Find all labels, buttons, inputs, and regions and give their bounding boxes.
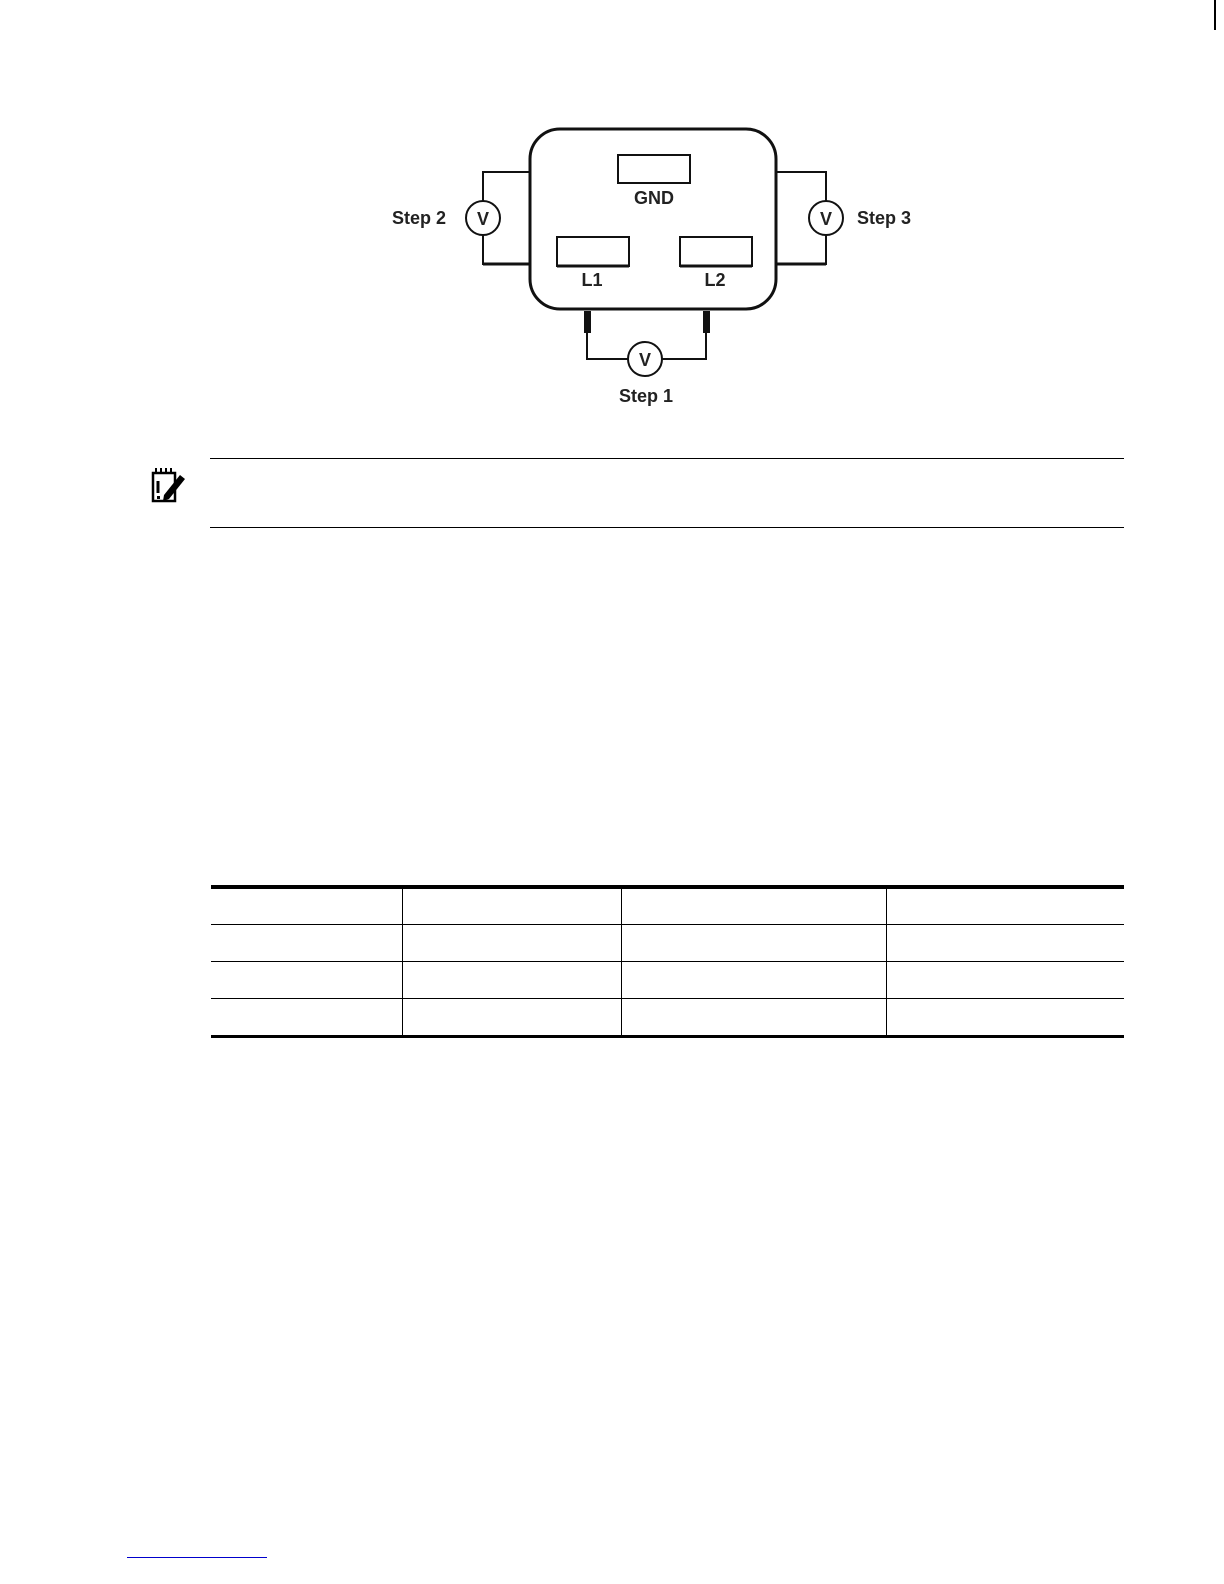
note-top-rule [210,458,1124,459]
svg-text:V: V [476,209,490,229]
table-cell [211,999,402,1037]
table-cell [886,999,1124,1037]
step2-voltmeter [466,172,530,264]
gnd-slot [618,155,690,183]
footer-link-underline[interactable] [127,1557,267,1558]
l1-label: L1 [581,270,603,290]
l2-slot [680,237,752,266]
table-cell [402,925,621,962]
table-row [211,962,1124,999]
outlet-voltage-diagram [380,118,940,418]
step3-voltmeter [776,172,843,264]
outlet-diagram-svg [380,118,940,418]
table-cell [402,962,621,999]
svg-text:V: V [819,209,833,229]
table-header-cell [211,887,402,925]
table-cell [886,962,1124,999]
l2-label: L2 [704,270,726,290]
note-bottom-rule [210,527,1124,528]
step1-label: Step 1 [618,386,674,406]
data-table [211,885,1124,1038]
table-cell [211,925,402,962]
table-cell [621,962,886,999]
table-cell [621,999,886,1037]
table-header-cell [621,887,886,925]
l1-slot [557,237,629,266]
table-cell [211,962,402,999]
table-header-cell [402,887,621,925]
table-header-row [211,887,1124,925]
table-cell [402,999,621,1037]
table-cell [621,925,886,962]
step1-voltmeter [584,311,710,376]
gnd-label: GND [634,188,674,208]
page-margin-mark [1214,0,1216,30]
table-header-cell [886,887,1124,925]
step2-label: Step 2 [392,208,447,228]
table-row [211,999,1124,1037]
svg-text:V: V [638,350,652,370]
step3-label: Step 3 [857,208,912,228]
table-cell [886,925,1124,962]
notepad-pencil-icon [150,466,188,504]
table-row [211,925,1124,962]
